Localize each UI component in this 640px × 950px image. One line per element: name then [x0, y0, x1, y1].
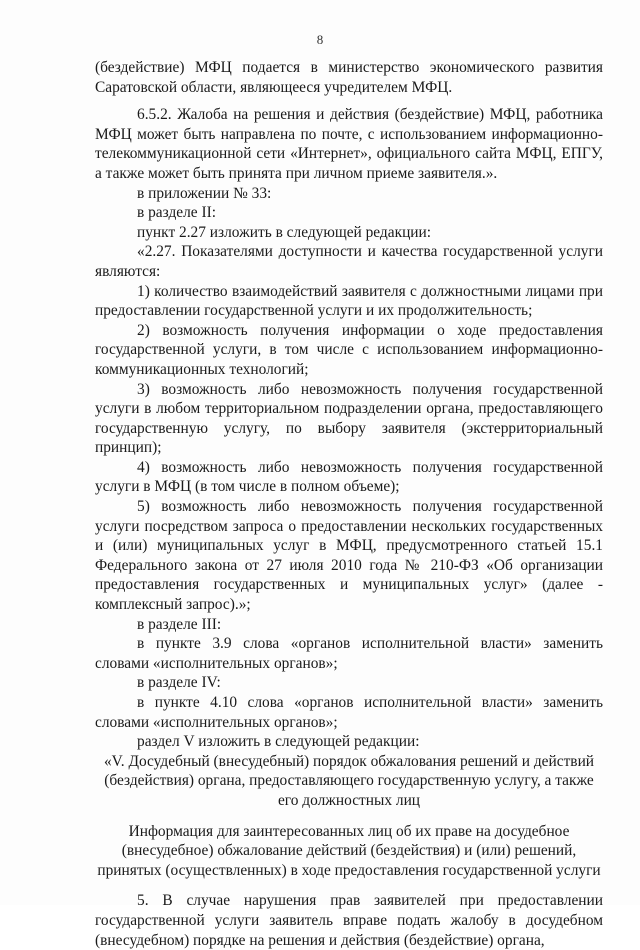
- list-item-5: 5) возможность либо невозможность получения государственной услуги посредством запроса о предоставлении нескольких государственных и (или) муниципальных услуг в МФЦ, предусмотренного статьей 15.1 Федерального закона от 27 июля 2010 года № 210-ФЗ «Об организации предоставления государственных и муниципальных услуг» (далее - комплексный запрос).»;: [95, 498, 603, 614]
- document-body: [95, 58, 603, 950]
- paragraph-item-3-9: в пункте 3.9 слова «органов исполнительной власти» заменить словами «исполнительных органов»;: [95, 635, 603, 672]
- paragraph-section-3: в разделе III:: [137, 615, 222, 633]
- list-item-3: 3) возможность либо невозможность получения государственной услуги в любом территориальном подразделении органа, предоставляющего государственную услугу, по выбору заявителя (экстерриториальный принцип);: [95, 380, 603, 457]
- paragraph-section-2: в разделе II:: [137, 204, 216, 222]
- page-number: 8: [316, 32, 324, 47]
- paragraph-item-4-10: в пункте 4.10 слова «органов исполнительной власти» заменить словами «исполнительных органов»;: [95, 694, 603, 731]
- paragraph-6-5-2: 6.5.2. Жалоба на решения и действия (бездействие) МФЦ, работника МФЦ может быть направлена по почте, с использованием информационно-телекоммуникационной сети «Интернет», официального сайта МФЦ, ЕПГУ, а также может быть принята при личном приеме заявителя.».: [95, 106, 603, 182]
- paragraph-appendix-33: в приложении № 33:: [137, 184, 272, 202]
- list-item-4: 4) возможность либо невозможность получения государственной услуги в МФЦ (в том числе в полном объеме);: [95, 458, 603, 496]
- paragraph-item-2-27-intro: пункт 2.27 изложить в следующей редакции:: [137, 223, 432, 241]
- subsection-heading: Информация для заинтересованных лиц об их праве на досудебное (внесудебное) обжалование действий (бездействия) и (или) решений, принятых (осуществленных) в ходе предоставления государственной услуги: [97, 822, 601, 879]
- list-item-1: 1) количество взаимодействий заявителя с должностными лицами при предоставлении государственной услуги и их продолжительность;: [95, 282, 603, 320]
- paragraph-section-5-intro: раздел V изложить в следующей редакции:: [137, 733, 420, 751]
- paragraph-section-4: в разделе IV:: [137, 674, 221, 692]
- paragraph-item-5: 5. В случае нарушения прав заявителей при предоставлении государственной услуги заявитель вправе подать жалобу в досудебном (внесудебном) порядке на решения и действия (бездействие) органа,: [95, 892, 603, 949]
- list-item-2: 2) возможность получения информации о ходе предоставления государственной услуги, в том числе с использованием информационно-коммуникационных технологий;: [95, 321, 603, 378]
- paragraph-item-2-27: «2.27. Показателями доступности и качества государственной услуги являются:: [95, 243, 603, 280]
- section-5-heading: «V. Досудебный (внесудебный) порядок обжалования решений и действий (бездействия) органа, предоставляющего государственную услугу, а также его должностных лиц: [103, 752, 595, 809]
- paragraph-mfc-complaint-end: (бездействие) МФЦ подается в министерство экономического развития Саратовской области, являющееся учредителем МФЦ.: [95, 59, 603, 96]
